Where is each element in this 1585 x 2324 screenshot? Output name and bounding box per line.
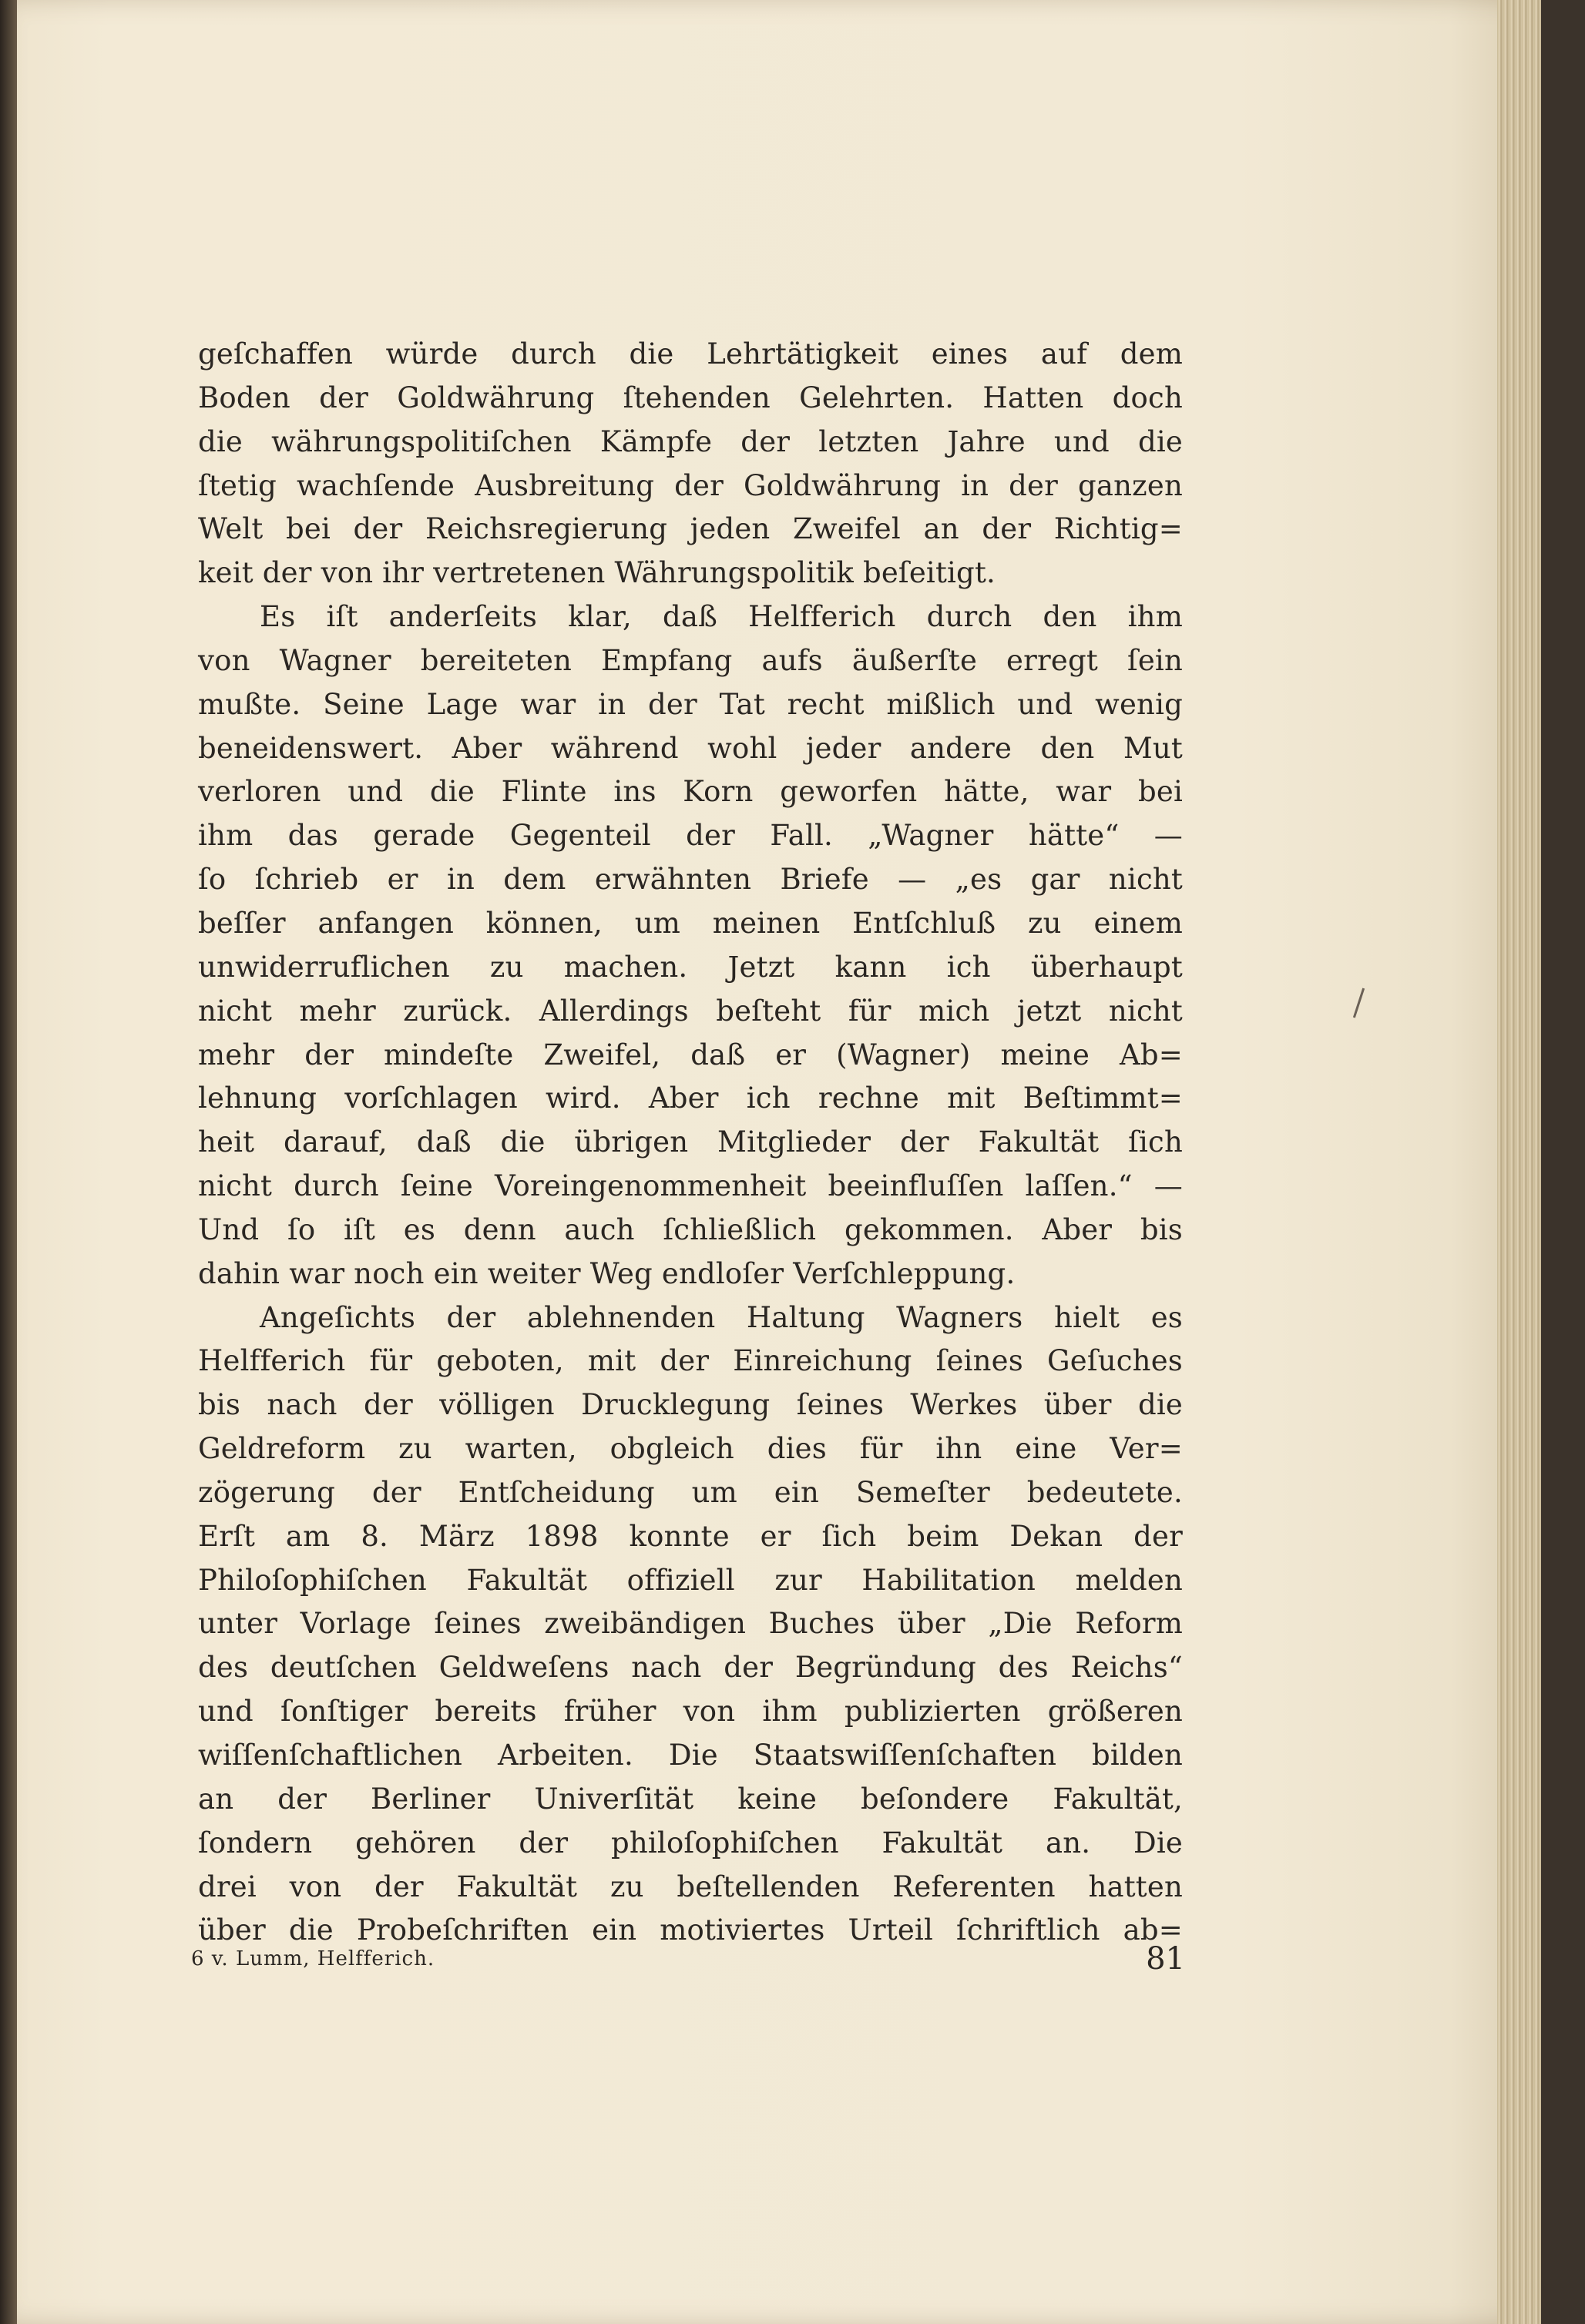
text-line: beneidenswert. Aber während wohl jeder andere den Mut — [198, 731, 1183, 765]
text-line: mehr der mindeſte Zweifel, daß er (Wagner) meine Ab= — [198, 1038, 1183, 1071]
text-line: mußte. Seine Lage war in der Tat recht mißlich und wenig — [198, 687, 1183, 721]
text-line: nicht durch ſeine Voreingenommenheit beeinfluſſen laſſen.“ — — [198, 1169, 1183, 1203]
printer-signature: 6 v. Lumm, Helfferich. — [191, 1947, 435, 1970]
text-line: Erſt am 8. März 1898 konnte er ſich beim Dekan der — [198, 1519, 1183, 1553]
text-line: Welt bei der Reichsregierung jeden Zweifel an der Richtig= — [198, 512, 1183, 546]
text-line: drei von der Fakultät zu beſtellenden Referenten hatten — [198, 1870, 1183, 1903]
text-line: dahin war noch ein weiter Weg endloſer Verſchleppung. — [198, 1256, 1016, 1290]
text-line: Es iſt anderſeits klar, daß Helfferich durch den ihm — [260, 600, 1183, 634]
text-line: Helfferich für geboten, mit der Einreichung ſeines Geſuches — [198, 1344, 1183, 1378]
page-number: 81 — [1146, 1941, 1185, 1977]
text-line: ſo ſchrieb er in dem erwähnten Briefe — „es gar nicht — [198, 863, 1183, 897]
page-footer — [191, 1941, 1185, 1980]
text-line: beſſer anfangen können, um meinen Entſchluß zu einem — [198, 906, 1183, 940]
page-stack-edges — [1497, 0, 1541, 2324]
text-line: Philoſophiſchen Fakultät offiziell zur Habilitation melden — [198, 1563, 1183, 1597]
text-line: die währungspolitiſchen Kämpfe der letzten Jahre und die — [198, 424, 1183, 458]
text-line: Boden der Goldwährung ſtehenden Gelehrten. Hatten doch — [198, 381, 1183, 414]
body-text — [198, 333, 1183, 1953]
text-line: wiſſenſchaftlichen Arbeiten. Die Staatswiſſenſchaften bilden — [198, 1739, 1183, 1772]
text-line: lehnung vorſchlagen wird. Aber ich rechne mit Beſtimmt= — [198, 1082, 1183, 1115]
text-line: unter Vorlage ſeines zweibändigen Buches über „Die Reform — [198, 1607, 1183, 1641]
text-line: von Wagner bereiteten Empfang aufs äußerſte erregt ſein — [198, 643, 1183, 677]
text-line: Und ſo iſt es denn auch ſchließlich gekommen. Aber bis — [198, 1212, 1183, 1246]
text-line: unwiderruflichen zu machen. Jetzt kann ich überhaupt — [198, 950, 1183, 984]
text-line: an der Berliner Univerſität keine beſondere Fakultät, — [198, 1782, 1183, 1816]
text-line: zögerung der Entſcheidung um ein Semeſter bedeutete. — [198, 1475, 1183, 1509]
text-line: heit darauf, daß die übrigen Mitglieder der Fakultät ſich — [198, 1125, 1183, 1159]
text-line: verloren und die Flinte ins Korn geworfen hätte, war bei — [198, 775, 1183, 809]
text-line: Angeſichts der ablehnenden Haltung Wagners hielt es — [260, 1300, 1183, 1334]
text-line: und ſonſtiger bereits früher von ihm publizierten größeren — [198, 1695, 1183, 1729]
text-line: geſchaffen würde durch die Lehrtätigkeit eines auf dem — [198, 337, 1183, 371]
text-line: über die Probeſchriften ein motiviertes Urteil ſchriftlich ab= — [198, 1913, 1183, 1947]
book-spine-shadow — [0, 0, 17, 2324]
text-line: des deutſchen Geldweſens nach der Begründung des Reichs“ — [198, 1651, 1183, 1685]
text-line: bis nach der völligen Drucklegung ſeines Werkes über die — [198, 1388, 1183, 1422]
text-line: ſondern gehören der philoſophiſchen Fakultät an. Die — [198, 1826, 1183, 1860]
text-line: ſtetig wachſende Ausbreitung der Goldwährung in der ganzen — [198, 468, 1183, 502]
text-line: ihm das gerade Gegenteil der Fall. „Wagner hätte“ — — [198, 819, 1183, 853]
text-line: keit der von ihr vertretenen Währungspolitik beſeitigt. — [198, 556, 996, 590]
text-line: nicht mehr zurück. Allerdings beſteht für mich jetzt nicht — [198, 994, 1183, 1028]
text-line: Geldreform zu warten, obgleich dies für ihn eine Ver= — [198, 1432, 1183, 1466]
